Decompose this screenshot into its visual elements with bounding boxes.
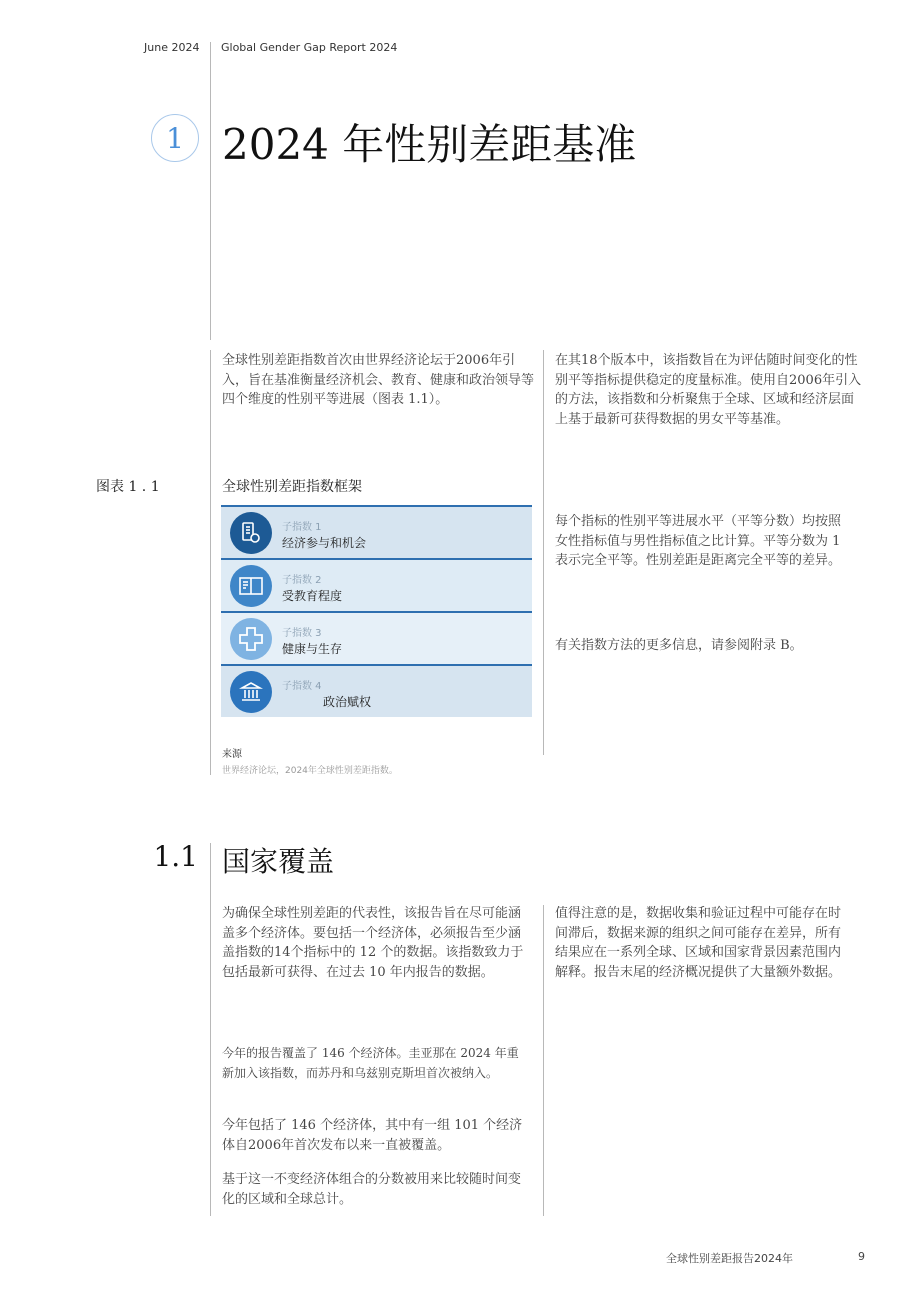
section-number: 1.1 [153,840,198,873]
footer-title: 全球性别差距报告2024年 [666,1252,793,1265]
coverage-paragraph-4: 基于这一不变经济体组合的分数被用来比较随时间变化的区域和全球总计。 [222,1172,522,1207]
header-date: June 2024 [144,41,200,54]
divider [210,350,211,775]
subindex-number: 子指数 4 [282,681,322,692]
section-title: 国家覆盖 [222,845,335,878]
subindex-name: 健康与生存 [282,642,343,656]
chapter-title: 2024 年性别差距基准 [222,120,637,169]
coverage-paragraph-1: 为确保全球性别差距的代表性，该报告旨在尽可能涵盖多个经济体。要包括一个经济体，必须报告至少涵盖指数的14个指标中的 12 个的数据。该指数致力于包括最新可获得、在过去 10 年内报告的数据。 [222,906,524,980]
divider [210,843,211,1216]
subindex-name: 经济参与和机会 [282,536,367,550]
subindex-row-economy [221,505,532,558]
figure-title: 全球性别差距指数框架 [222,479,362,495]
intro-right-paragraph: 在其18个版本中，该指数旨在为评估随时间变化的性别平等指标提供稳定的度量标准。使用自2006年引入的方法，该指数和分析聚焦于全球、区域和经济层面上基于最新可获得数据的男女平等基准。 [555,353,862,427]
government-building-icon [230,671,272,713]
coverage-paragraph-2: 今年的报告覆盖了 146 个经济体。圭亚那在 2024 年重新加入该指数，而苏丹和乌兹别克斯坦首次被纳入。 [222,1046,519,1080]
notes-paragraph-1: 每个指标的性别平等进展水平（平等分数）均按照女性指标值与男性指标值之比计算。平等分数为 1 表示完全平等。性别差距是距离完全平等的差异。 [555,514,842,568]
health-cross-icon [230,618,272,660]
subindex-row-politics [221,664,532,717]
economy-icon [230,512,272,554]
subindex-number: 子指数 2 [282,575,322,586]
divider [543,905,544,1216]
subindex-name: 政治赋权 [323,695,372,709]
subindex-row-education [221,558,532,611]
subindex-name: 受教育程度 [282,589,343,603]
divider [210,42,211,340]
book-icon [230,565,272,607]
framework-diagram [221,505,532,717]
divider [543,350,544,755]
subindex-number: 子指数 3 [282,628,322,639]
header-report-title: Global Gender Gap Report 2024 [221,41,398,54]
intro-left-paragraph: 全球性别差距指数首次由世界经济论坛于2006年引入，旨在基准衡量经济机会、教育、健康和政治领导等四个维度的性别平等进展（图表 1.1）。 [222,353,535,407]
subindex-number: 子指数 1 [282,522,322,533]
figure-label: 图表 1 . 1 [96,479,160,495]
coverage-paragraph-3: 今年包括了 146 个经济体，其中有一组 101 个经济体自2006年首次发布以来一直被覆盖。 [222,1118,523,1153]
source-text: 世界经济论坛，2024年全球性别差距指数。 [222,766,398,776]
coverage-right-paragraph: 值得注意的是，数据收集和验证过程中可能存在时间滞后，数据来源的组织之间可能存在差异，所有结果应在一系列全球、区域和国家背景因素范围内解释。报告末尾的经济概况提供了大量额外数据。 [555,906,842,980]
notes-paragraph-2: 有关指数方法的更多信息，请参阅附录 B。 [555,638,803,653]
source-label: 来源 [222,749,242,760]
chapter-number-badge: 1 [151,114,199,162]
page-number: 9 [858,1250,865,1263]
subindex-row-health [221,611,532,664]
